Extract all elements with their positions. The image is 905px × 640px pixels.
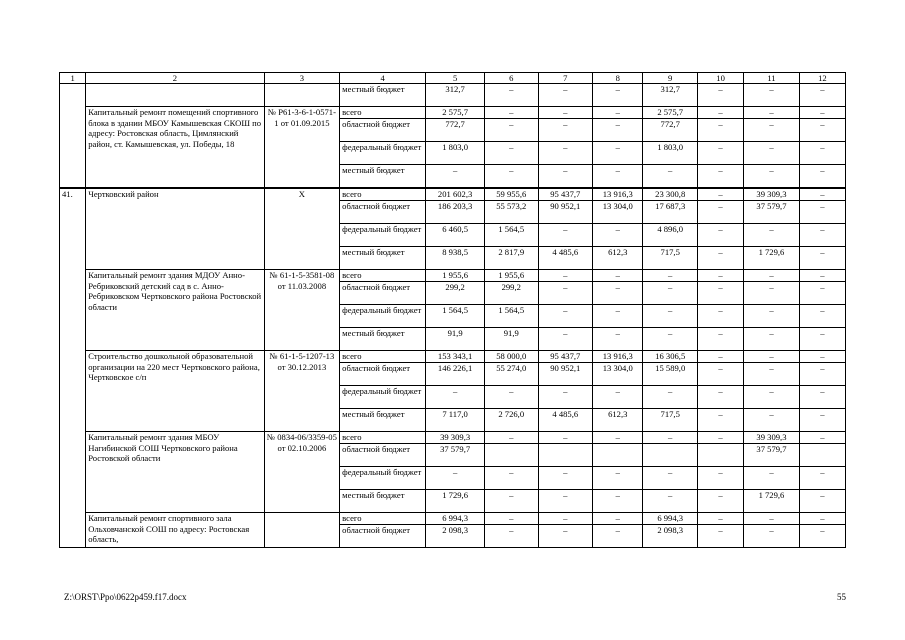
cell-value: 312,7	[643, 84, 698, 107]
cell-value: 90 952,1	[538, 363, 593, 386]
document-ref: № Р61-3-6-1-0571-1 от 01.09.2015	[264, 107, 340, 189]
cell-value: 13 916,3	[593, 188, 643, 201]
object-name: Капитальный ремонт здания МДОУ Анно-Ребриковский детский сад в с. Анно-Ребриковском Чертковского района Ростовской области	[86, 270, 264, 351]
document-ref	[264, 513, 340, 548]
cell-value: –	[593, 432, 643, 444]
cell-value: –	[593, 282, 643, 305]
object-name: Чертковский район	[86, 188, 264, 270]
cell-value: –	[593, 525, 643, 548]
cell-value: 4 485,6	[538, 409, 593, 432]
cell-value: –	[538, 525, 593, 548]
cell-value: –	[744, 386, 800, 409]
cell-value: –	[426, 165, 485, 189]
cell-value: 717,5	[643, 247, 698, 270]
object-name	[86, 84, 264, 107]
cell-value: –	[484, 525, 538, 548]
cell-value: –	[697, 525, 743, 548]
row-number	[60, 84, 86, 189]
cell-value: 153 343,1	[426, 351, 485, 363]
cell-value: –	[697, 247, 743, 270]
cell-value: –	[799, 386, 845, 409]
document-ref: № 0834-06/3359-05 от 02.10.2006	[264, 432, 340, 513]
cell-value: –	[697, 363, 743, 386]
cell-value: 1 729,6	[426, 490, 485, 513]
table-row	[60, 351, 846, 363]
object-name: Капитальный ремонт спортивного зала Ольховчанской СОШ по адресу: Ростовская область,	[86, 513, 264, 548]
col-header: 3	[264, 73, 340, 84]
cell-value: 91,9	[484, 328, 538, 351]
budget-type: всего	[340, 513, 426, 525]
cell-value: 13 916,3	[593, 351, 643, 363]
cell-value: –	[697, 142, 743, 165]
cell-value: –	[484, 84, 538, 107]
cell-value: 1 564,5	[484, 224, 538, 247]
cell-value: –	[593, 386, 643, 409]
col-header: 1	[60, 73, 86, 84]
col-header: 2	[86, 73, 264, 84]
cell-value: 7 117,0	[426, 409, 485, 432]
cell-value: 55 274,0	[484, 363, 538, 386]
cell-value: 37 579,7	[426, 444, 485, 467]
cell-value: –	[697, 84, 743, 107]
cell-value: 13 304,0	[593, 201, 643, 224]
cell-value: 15 589,0	[643, 363, 698, 386]
cell-value: –	[538, 282, 593, 305]
cell-value: 8 938,5	[426, 247, 485, 270]
cell-value: 6 994,3	[643, 513, 698, 525]
cell-value: 717,5	[643, 409, 698, 432]
cell-value: –	[799, 142, 845, 165]
cell-value: 39 309,3	[426, 432, 485, 444]
document-ref: Х	[264, 188, 340, 270]
cell-value: –	[593, 270, 643, 282]
document-ref: № 61-1-5-1207-13 от 30.12.2013	[264, 351, 340, 432]
cell-value: –	[697, 165, 743, 189]
cell-value: 146 226,1	[426, 363, 485, 386]
cell-value: –	[799, 525, 845, 548]
cell-value: –	[593, 305, 643, 328]
cell-value: –	[799, 328, 845, 351]
budget-table	[59, 72, 846, 548]
cell-value: –	[593, 328, 643, 351]
cell-value: 95 437,7	[538, 188, 593, 201]
cell-value: –	[643, 328, 698, 351]
budget-type: областной бюджет	[340, 201, 426, 224]
cell-value: 201 602,3	[426, 188, 485, 201]
cell-value: 2 575,7	[426, 107, 485, 119]
col-header: 10	[697, 73, 743, 84]
cell-value: –	[538, 305, 593, 328]
table-row	[60, 432, 846, 444]
budget-type: областной бюджет	[340, 525, 426, 548]
object-name: Капитальный ремонт здания МБОУ Нагибинской СОШ Чертковского района Ростовской области	[86, 432, 264, 513]
cell-value: –	[593, 107, 643, 119]
cell-value: 299,2	[484, 282, 538, 305]
cell-value: –	[799, 270, 845, 282]
cell-value: –	[643, 270, 698, 282]
table-row	[60, 84, 846, 107]
cell-value: –	[744, 119, 800, 142]
cell-value: 772,7	[643, 119, 698, 142]
cell-value: –	[484, 165, 538, 189]
budget-type: федеральный бюджет	[340, 386, 426, 409]
cell-value: 1 803,0	[426, 142, 485, 165]
cell-value: –	[799, 201, 845, 224]
cell-value: 1 803,0	[643, 142, 698, 165]
cell-value: –	[697, 386, 743, 409]
col-header: 6	[484, 73, 538, 84]
cell-value: –	[799, 490, 845, 513]
cell-value: –	[697, 305, 743, 328]
cell-value: –	[538, 467, 593, 490]
budget-type: федеральный бюджет	[340, 142, 426, 165]
cell-value: 37 579,7	[744, 201, 800, 224]
cell-value: 612,3	[593, 247, 643, 270]
cell-value: –	[538, 270, 593, 282]
cell-value: –	[426, 467, 485, 490]
cell-value: 37 579,7	[744, 444, 800, 467]
cell-value: –	[697, 513, 743, 525]
budget-type: областной бюджет	[340, 444, 426, 467]
cell-value	[799, 444, 845, 467]
cell-value: 1 955,6	[484, 270, 538, 282]
budget-type: всего	[340, 188, 426, 201]
cell-value: –	[538, 142, 593, 165]
cell-value: –	[744, 282, 800, 305]
col-header: 12	[799, 73, 845, 84]
cell-value: –	[744, 224, 800, 247]
cell-value: –	[593, 224, 643, 247]
cell-value: –	[744, 363, 800, 386]
cell-value: –	[538, 513, 593, 525]
cell-value: 23 300,8	[643, 188, 698, 201]
object-name: Строительство дошкольной образовательной организации на 220 мест Чертковского района, Чертковское с/п	[86, 351, 264, 432]
cell-value: –	[538, 386, 593, 409]
cell-value: –	[593, 142, 643, 165]
cell-value: –	[697, 490, 743, 513]
cell-value: –	[744, 305, 800, 328]
cell-value: –	[799, 247, 845, 270]
cell-value: –	[538, 165, 593, 189]
cell-value: 13 304,0	[593, 363, 643, 386]
cell-value: –	[484, 386, 538, 409]
cell-value: –	[799, 119, 845, 142]
cell-value	[593, 444, 643, 467]
cell-value: –	[593, 513, 643, 525]
cell-value: –	[744, 467, 800, 490]
cell-value	[484, 444, 538, 467]
cell-value: –	[697, 201, 743, 224]
table-row	[60, 188, 846, 201]
cell-value: –	[799, 467, 845, 490]
cell-value: 312,7	[426, 84, 485, 107]
cell-value: –	[744, 328, 800, 351]
cell-value: –	[593, 467, 643, 490]
cell-value: –	[799, 188, 845, 201]
cell-value: –	[538, 84, 593, 107]
cell-value: 299,2	[426, 282, 485, 305]
cell-value: –	[697, 270, 743, 282]
budget-type: местный бюджет	[340, 409, 426, 432]
cell-value: –	[643, 490, 698, 513]
budget-type: федеральный бюджет	[340, 224, 426, 247]
cell-value: 2 575,7	[643, 107, 698, 119]
cell-value: –	[484, 513, 538, 525]
budget-type: всего	[340, 270, 426, 282]
document-ref: № 61-1-5-3581-08 от 11.03.2008	[264, 270, 340, 351]
cell-value: –	[538, 490, 593, 513]
cell-value: –	[799, 363, 845, 386]
document-ref	[264, 84, 340, 107]
cell-value: 2 726,0	[484, 409, 538, 432]
col-header: 8	[593, 73, 643, 84]
column-header-row	[60, 73, 846, 84]
cell-value: –	[799, 165, 845, 189]
cell-value: 4 485,6	[538, 247, 593, 270]
cell-value: –	[484, 490, 538, 513]
cell-value: 90 952,1	[538, 201, 593, 224]
cell-value	[697, 444, 743, 467]
cell-value: 2 817,9	[484, 247, 538, 270]
cell-value: 1 729,6	[744, 247, 800, 270]
cell-value: –	[643, 467, 698, 490]
table-row	[60, 270, 846, 282]
cell-value: 95 437,7	[538, 351, 593, 363]
budget-type: областной бюджет	[340, 282, 426, 305]
cell-value: –	[799, 351, 845, 363]
cell-value: 1 955,6	[426, 270, 485, 282]
cell-value: –	[799, 84, 845, 107]
cell-value: –	[697, 467, 743, 490]
cell-value: –	[484, 432, 538, 444]
cell-value: –	[538, 328, 593, 351]
cell-value: 6 460,5	[426, 224, 485, 247]
object-name: Капитальный ремонт помещений спортивного блока в здании МБОУ Камышевская СКОШ по адресу: Ростовская область, Цимлянский район, ст. Камышевская, ул. Победы, 18	[86, 107, 264, 189]
cell-value: –	[799, 513, 845, 525]
cell-value: –	[484, 142, 538, 165]
table-row	[60, 107, 846, 119]
col-header: 7	[538, 73, 593, 84]
cell-value: 16 306,5	[643, 351, 698, 363]
budget-type: местный бюджет	[340, 165, 426, 189]
cell-value: –	[697, 432, 743, 444]
cell-value: –	[643, 386, 698, 409]
budget-type: всего	[340, 107, 426, 119]
file-path-footer: Z:\ORST\Ppo\0622p459.f17.docx	[64, 592, 187, 602]
budget-type: федеральный бюджет	[340, 467, 426, 490]
cell-value: –	[697, 351, 743, 363]
table-row	[60, 513, 846, 525]
cell-value: –	[643, 165, 698, 189]
cell-value: –	[744, 513, 800, 525]
cell-value: 2 098,3	[643, 525, 698, 548]
cell-value: –	[744, 142, 800, 165]
cell-value: 6 994,3	[426, 513, 485, 525]
cell-value: –	[538, 119, 593, 142]
cell-value: –	[799, 432, 845, 444]
budget-type: всего	[340, 432, 426, 444]
cell-value: –	[744, 270, 800, 282]
cell-value: –	[744, 165, 800, 189]
budget-type: всего	[340, 351, 426, 363]
cell-value: –	[538, 224, 593, 247]
cell-value: 2 098,3	[426, 525, 485, 548]
cell-value: 17 687,3	[643, 201, 698, 224]
cell-value: –	[426, 386, 485, 409]
cell-value: –	[799, 282, 845, 305]
cell-value: –	[744, 351, 800, 363]
row-number: 41.	[60, 188, 86, 548]
cell-value: –	[593, 84, 643, 107]
cell-value: 91,9	[426, 328, 485, 351]
cell-value	[643, 444, 698, 467]
budget-type: местный бюджет	[340, 328, 426, 351]
cell-value: 186 203,3	[426, 201, 485, 224]
cell-value: 39 309,3	[744, 188, 800, 201]
cell-value: –	[484, 467, 538, 490]
cell-value: 55 573,2	[484, 201, 538, 224]
col-header: 5	[426, 73, 485, 84]
cell-value: –	[538, 107, 593, 119]
cell-value: 772,7	[426, 119, 485, 142]
cell-value: 1 564,5	[484, 305, 538, 328]
cell-value: –	[697, 282, 743, 305]
budget-type: местный бюджет	[340, 84, 426, 107]
cell-value: –	[697, 107, 743, 119]
budget-type: областной бюджет	[340, 119, 426, 142]
cell-value: –	[484, 119, 538, 142]
cell-value: –	[744, 409, 800, 432]
col-header: 11	[744, 73, 800, 84]
cell-value: 59 955,6	[484, 188, 538, 201]
budget-type: местный бюджет	[340, 490, 426, 513]
cell-value: –	[799, 224, 845, 247]
cell-value: –	[744, 525, 800, 548]
cell-value: –	[744, 107, 800, 119]
col-header: 9	[643, 73, 698, 84]
cell-value: 1 729,6	[744, 490, 800, 513]
cell-value: –	[593, 490, 643, 513]
cell-value: –	[799, 107, 845, 119]
cell-value: 58 000,0	[484, 351, 538, 363]
cell-value: –	[697, 119, 743, 142]
cell-value: –	[697, 409, 743, 432]
budget-type: областной бюджет	[340, 363, 426, 386]
cell-value: –	[593, 165, 643, 189]
cell-value: –	[799, 409, 845, 432]
cell-value: –	[643, 282, 698, 305]
cell-value: –	[593, 119, 643, 142]
page-number: 55	[837, 592, 846, 602]
cell-value: –	[799, 305, 845, 328]
budget-type: федеральный бюджет	[340, 305, 426, 328]
col-header: 4	[340, 73, 426, 84]
cell-value: –	[744, 84, 800, 107]
cell-value: 612,3	[593, 409, 643, 432]
cell-value	[538, 444, 593, 467]
cell-value: –	[697, 328, 743, 351]
cell-value: –	[697, 188, 743, 201]
budget-type: местный бюджет	[340, 247, 426, 270]
cell-value: 1 564,5	[426, 305, 485, 328]
cell-value: –	[697, 224, 743, 247]
cell-value: –	[643, 305, 698, 328]
cell-value: 39 309,3	[744, 432, 800, 444]
cell-value: 4 896,0	[643, 224, 698, 247]
cell-value: –	[643, 432, 698, 444]
cell-value: –	[538, 432, 593, 444]
cell-value: –	[484, 107, 538, 119]
